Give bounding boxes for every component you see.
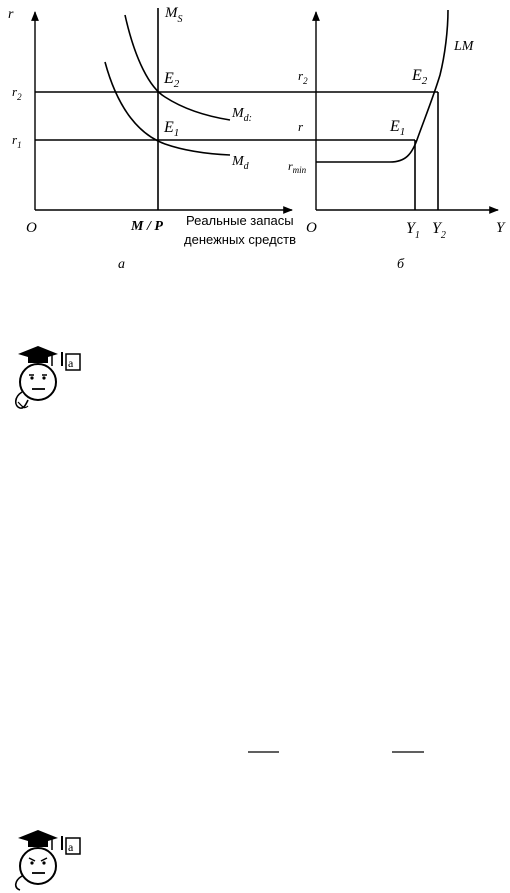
money-demand-1-label: $M_d$ [232,154,249,172]
svg-text:a: a [68,356,74,370]
y2-label: $Y_2$ [432,220,446,241]
student-mascot-icon [16,346,80,408]
student-mascot-icon-2 [16,830,80,890]
panel-b-origin-label: O [306,220,317,236]
panel-b-r2-label: $r_2$ [298,68,308,86]
lm-curve-label: LM [454,39,474,54]
panel-a-origin-label: O [26,220,37,236]
panel-b-r-label: r [298,119,304,134]
panel-b-e2-label: $E_2$ [412,67,428,87]
r1-label: $r_1$ [12,132,22,150]
panel-b-x-axis-label: Y [496,220,505,236]
panel-a-caption: а [118,257,125,272]
panel-b [288,10,506,272]
real-money-supply-label: M / P [131,219,163,234]
panel-b-e1-label: $E_1$ [390,118,406,138]
panel-b-caption: б [397,257,405,272]
equilibrium-e2-label: $E_2$ [164,70,180,90]
panel-a-y-axis-label: r [8,7,14,22]
panel-a-x-axis-label-line2: денежных средств [184,232,297,247]
money-demand-2-label: $M_d$: [232,106,253,124]
panel-a-x-axis-label-line1: Реальные запасы [186,213,294,228]
rmin-label: $r_{min}$ [288,159,307,175]
r2-label: $r_2$ [12,84,22,102]
panel-a [8,5,438,272]
money-demand-curve-2 [125,15,230,120]
equilibrium-e1-label: $E_1$ [164,119,180,139]
y1-label: $Y_1$ [406,220,420,241]
svg-text:a: a [68,840,74,854]
money-supply-label: $M_S$ [165,5,183,25]
